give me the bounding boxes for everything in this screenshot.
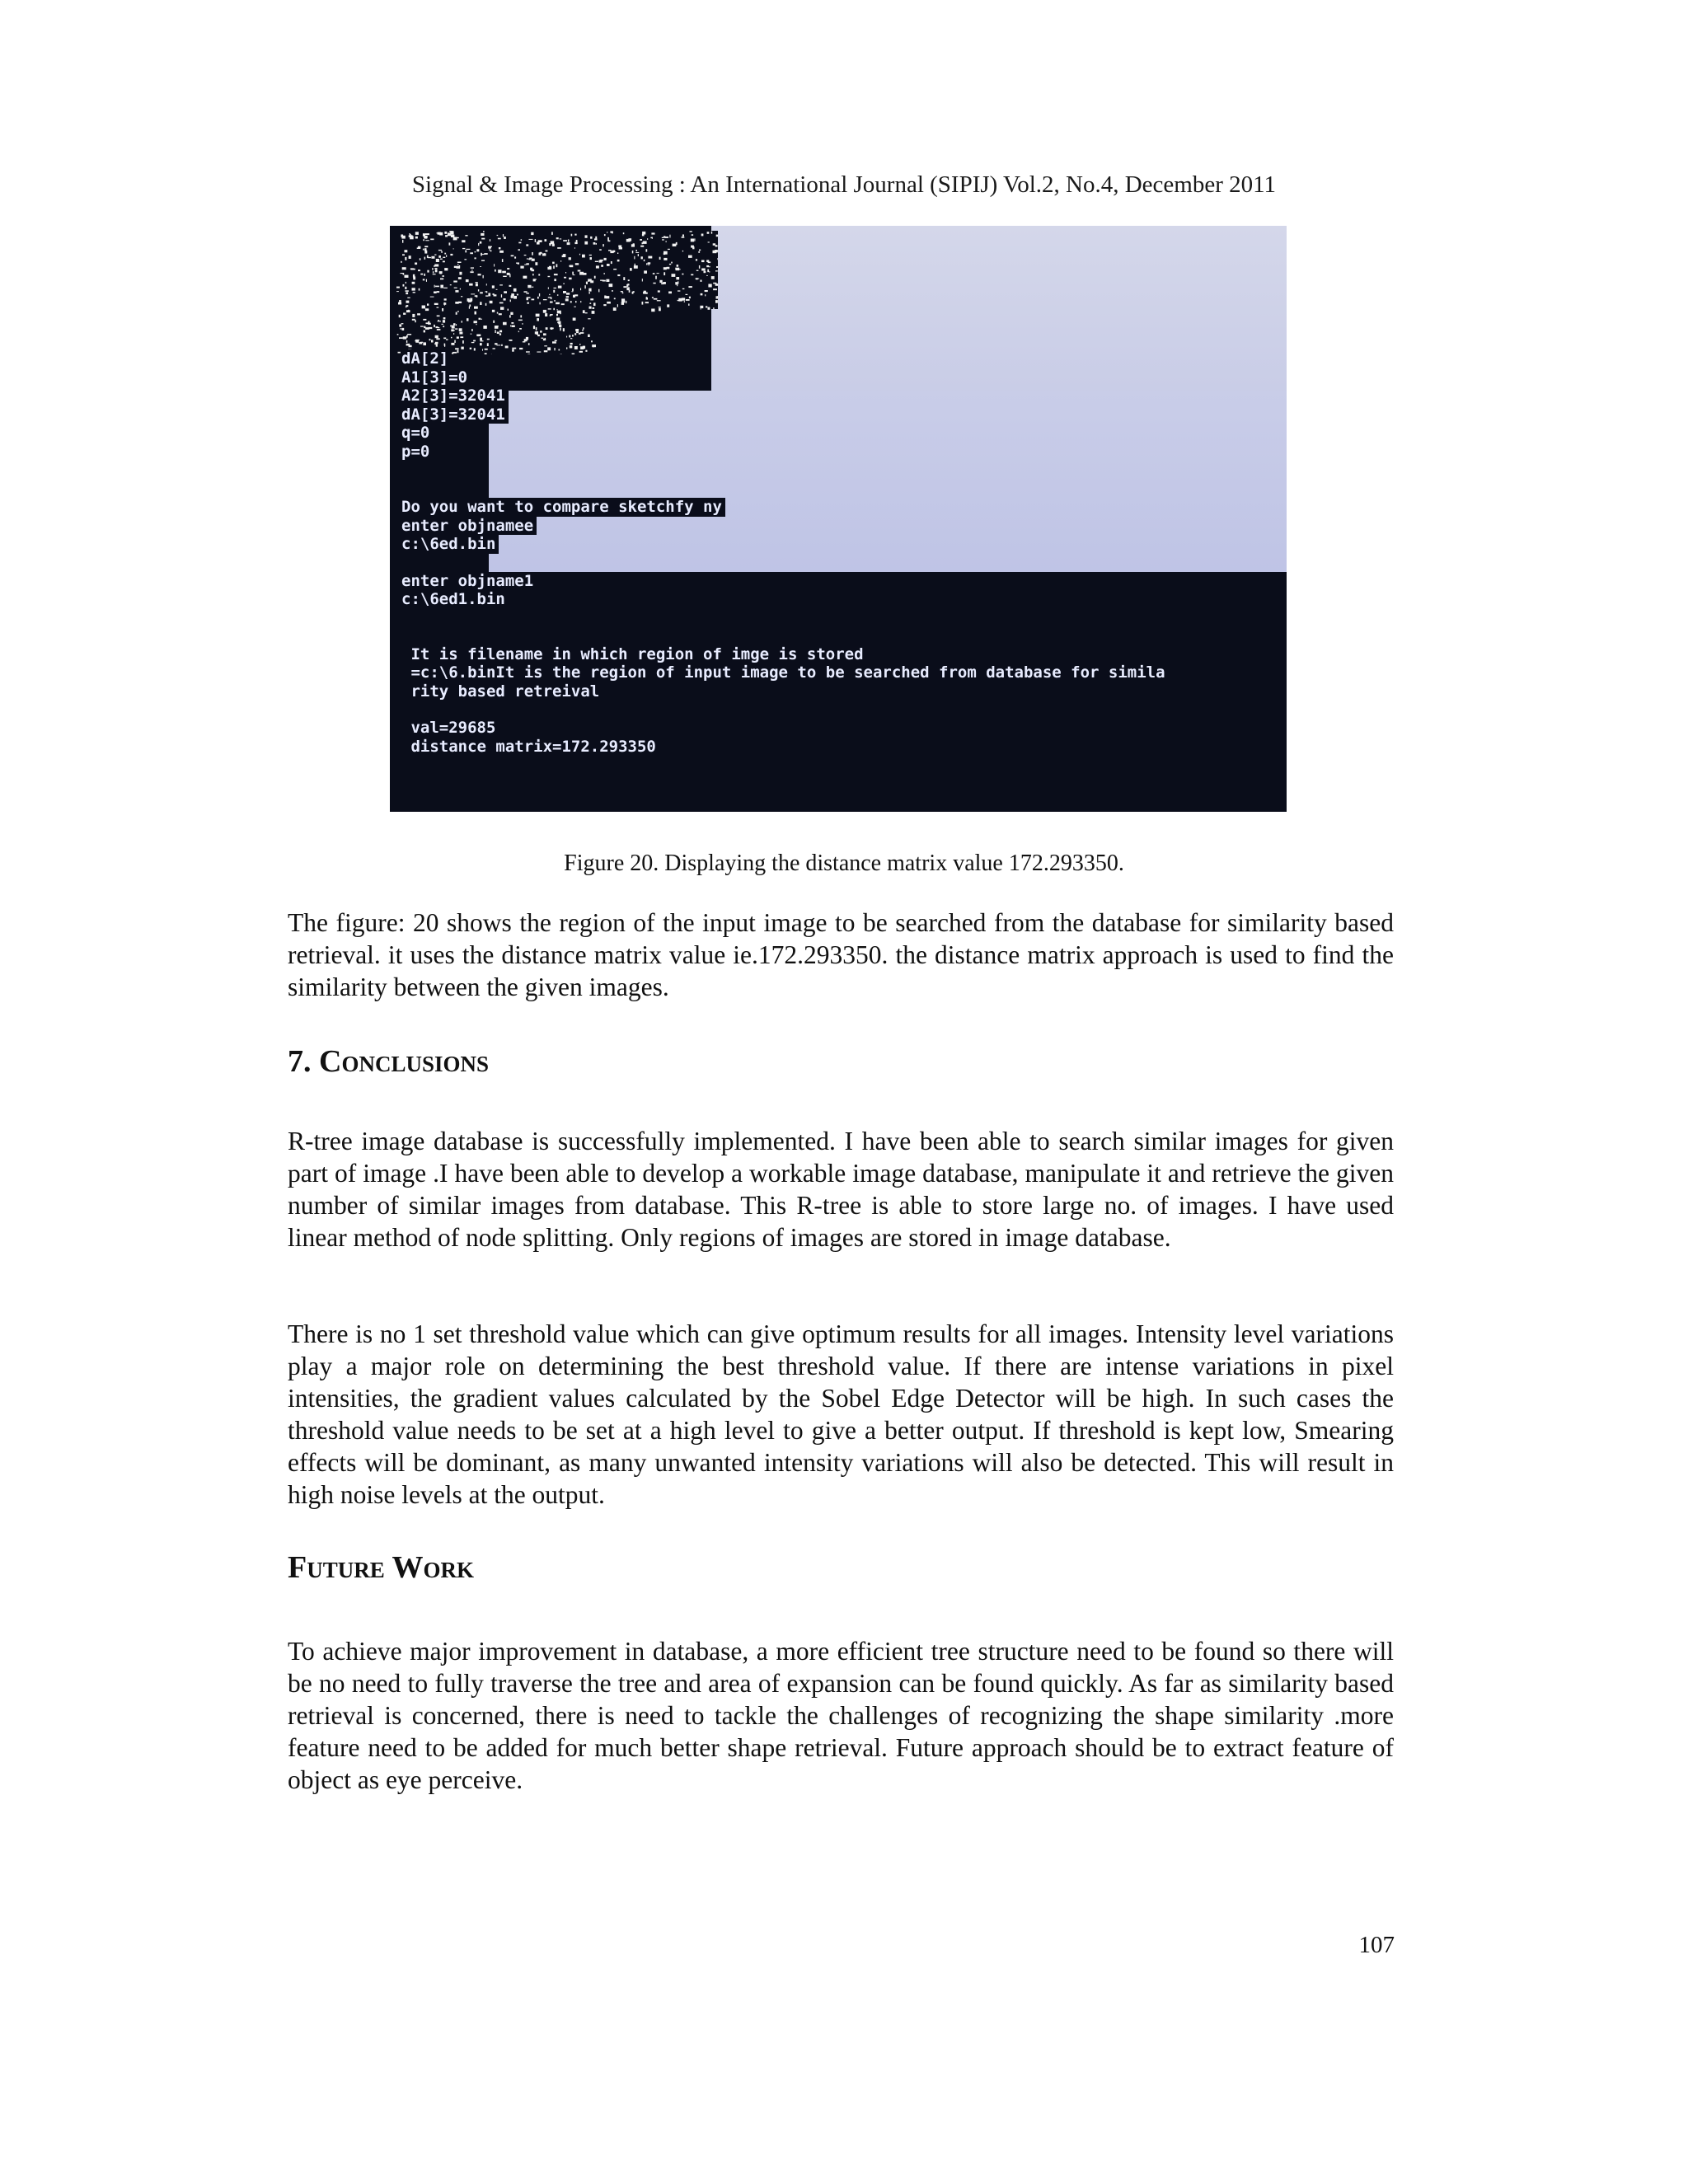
figure-caption: Figure 20. Displaying the distance matrix value 172.293350. — [564, 851, 1124, 876]
console-top-line: A2[3]=32041 — [401, 387, 1169, 405]
console-bottom-line: enter objname1 — [401, 572, 1169, 591]
console-bottom-line: c:\6ed1.bin — [401, 590, 1169, 609]
console-top-lines — [401, 349, 1169, 461]
console-output — [401, 349, 1169, 756]
console-bottom-line: distance matrix=172.293350 — [401, 738, 1169, 757]
paragraph-conclusions-1: R-tree image database is successfully implemented. I have been able to search similar images for given part of image .I have been able to develop a workable image database, manipulate it and retrieve the given number of similar images from database. This R-tree is able to store large no. of images. I have used linear method of node splitting. Only regions of images are stored in image database. — [288, 1127, 1394, 1252]
console-bottom-line: It is filename in which region of imge is stored — [401, 645, 1169, 664]
section-heading-future-work: Future Work — [288, 1550, 475, 1585]
console-top-line: dA[2] — [401, 349, 1169, 368]
paragraph-future-work: To achieve major improvement in database, a more efficient tree structure need to be found so there will be no need to fully traverse the tree and area of expansion can be found quickly. As far as similarity based retrieval is concerned, there is need to tackle the challenges of recognizing the shape similarity .more feature need to be added for much better shape retrieval. Future approach should be to extract feature of object as eye perceive. — [288, 1637, 1394, 1794]
paragraph-conclusions-2: There is no 1 set threshold value which can give optimum results for all images. Intensity level variations play a major role on determining the best threshold value. If there are intense variations in pixel intensities, the gradient values calculated by the Sobel Edge Detector will be high. In such cases the threshold value needs to be set at a high level to give a better output. If threshold is kept low, Smearing effects will be dominant, as many unwanted intensity variations will also be detected. This will result in high noise levels at the output. — [288, 1319, 1394, 1509]
page-number: 107 — [1358, 1932, 1395, 1958]
console-bottom-line — [401, 627, 1169, 645]
console-top-line: A1[3]=0 — [401, 368, 1169, 387]
console-bottom-lines — [401, 498, 1169, 756]
console-top-line: p=0 — [401, 443, 1169, 462]
section-heading-conclusions: 7. Conclusions — [288, 1044, 489, 1079]
console-top-line: q=0 — [401, 424, 1169, 443]
paragraph-figure-description: The figure: 20 shows the region of the input image to be searched from the database for similarity based retrieval. it uses the distance matrix value ie.172.293350. the distance matrix approach is used to find the similarity between the given images. — [288, 908, 1394, 1001]
figure-20-screenshot — [390, 226, 1287, 812]
console-bottom-line: rity based retreival — [401, 682, 1169, 701]
console-bottom-line: =c:\6.binIt is the region of input image to be searched from database for simila — [401, 663, 1169, 682]
console-bottom-line — [401, 701, 1169, 719]
console-bottom-line: enter objnamee — [401, 517, 1169, 536]
console-bottom-line — [401, 554, 1169, 572]
console-top-line: dA[3]=32041 — [401, 405, 1169, 424]
console-bottom-line — [401, 609, 1169, 627]
running-header: Signal & Image Processing : An International Journal (SIPIJ) Vol.2, No.4, December 2011 — [411, 171, 1277, 198]
console-bottom-line: val=29685 — [401, 719, 1169, 738]
edge-detected-image — [396, 231, 718, 354]
console-bottom-line: c:\6ed.bin — [401, 535, 1169, 554]
console-bottom-line: Do you want to compare sketchfy ny — [401, 498, 1169, 517]
